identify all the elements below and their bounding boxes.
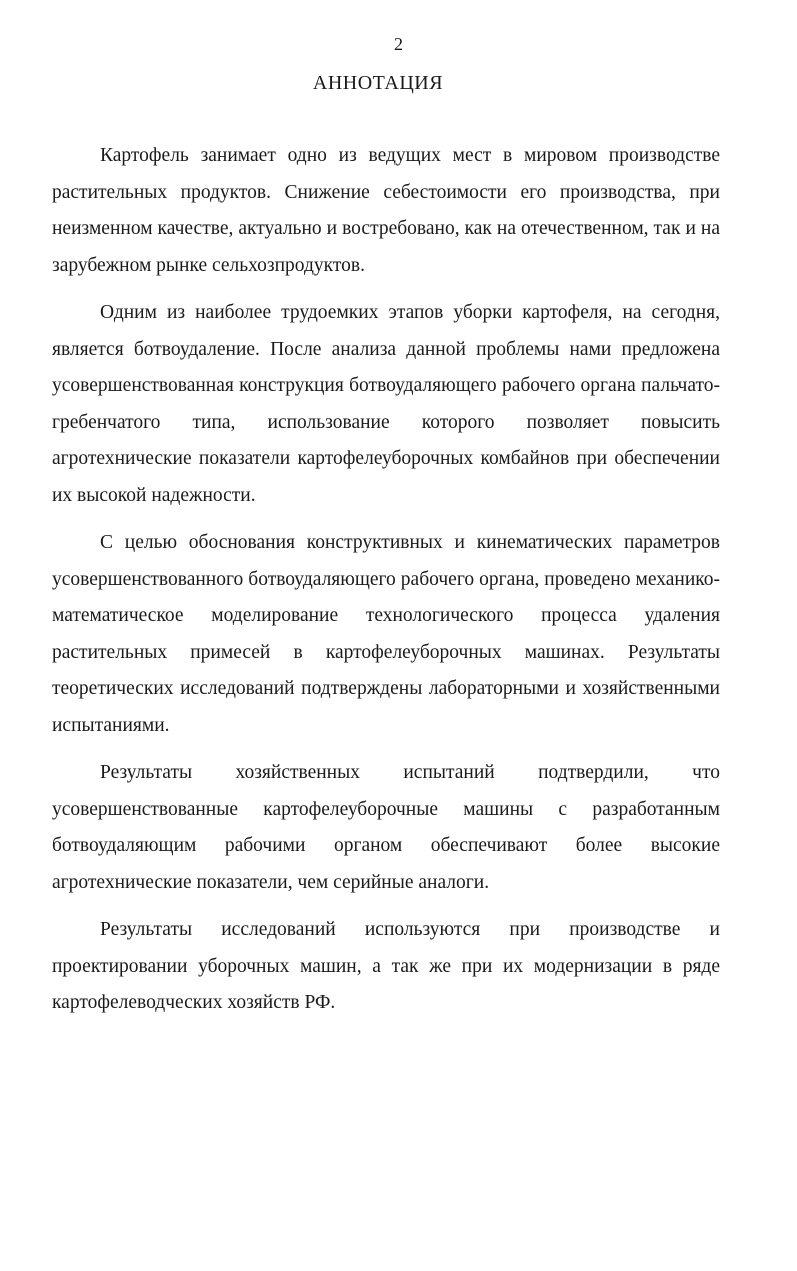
paragraph-2: Одним из наиболее трудоемких этапов уборки картофеля, на сегодня, является ботвоудаление. После анализа данной проблемы нами предложена усовершенствованная конструкция ботвоудаляющего рабочего органа пальчато-гребенчатого типа, использование которого позволяет повысить агротехнические показатели картофелеуборочных комбайнов при обеспечении их высокой надежности. bbox=[52, 302, 720, 506]
paragraph-5: Результаты исследований используются при производстве и проектировании уборочных машин, а так же при их модернизации в ряде картофелеводческих хозяйств РФ. bbox=[52, 919, 720, 1013]
paragraph-1: Картофель занимает одно из ведущих мест в мировом производстве растительных продуктов. Снижение себестоимости его производства, при неизменном качестве, актуально и востребовано, как на отечественном, так и на зарубежном рынке сельхозпродуктов. bbox=[52, 145, 720, 276]
page-number: 2 bbox=[394, 34, 403, 54]
paragraph-4: Результаты хозяйственных испытаний подтвердили, что усовершенствованные картофелеуборочные машины с разработанным ботвоудаляющим рабочими органом обеспечивают более высокие агротехнические показатели, чем серийные аналоги. bbox=[52, 762, 720, 893]
paragraph-3: С целью обоснования конструктивных и кинематических параметров усовершенствованного ботвоудаляющего рабочего органа, проведено механико-математическое моделирование технологического процесса удаления растительных примесей в картофелеуборочных машинах. Результаты теоретических исследований подтверждены лабораторными и хозяйственными испытаниями. bbox=[52, 532, 720, 736]
page-title: АННОТАЦИЯ bbox=[312, 72, 444, 94]
annotation-body bbox=[52, 138, 720, 1033]
